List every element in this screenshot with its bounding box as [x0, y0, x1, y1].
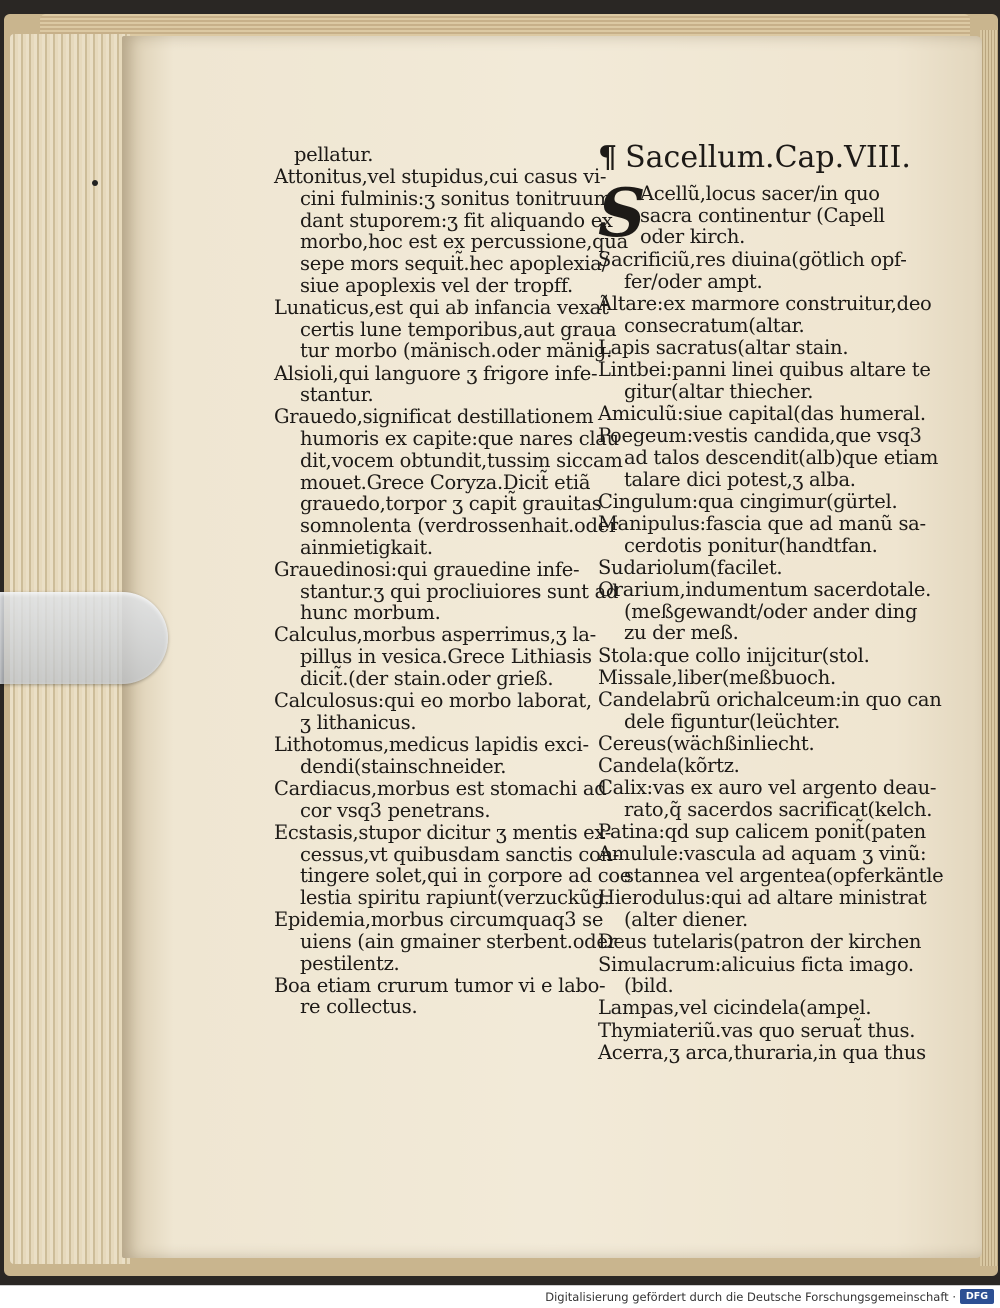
text-line: stantur.ʒ qui procliuiores sunt ad [300, 579, 619, 603]
text-line: (meßgewandt/oder ander ding [624, 599, 918, 623]
dictionary-entry [598, 249, 943, 292]
text-line: oder kirch. [640, 225, 746, 249]
text-line: dit,vocem obtundit,tussim siccam [300, 448, 623, 472]
text-line: Manipulus:fascia que ad manũ sa- [598, 511, 926, 535]
text-line: talare dici potest,ʒ alba. [624, 467, 856, 491]
text-line: ad talos descendit(alb)que etiam [624, 445, 939, 469]
text-line: Poegeum:vestis candida,que vsq3 [598, 424, 922, 448]
dictionary-entry [598, 579, 943, 644]
book-right-edge [980, 30, 998, 1266]
text-line: (bild. [624, 974, 674, 998]
text-line: cessus,vt quibusdam sanctis con- [300, 842, 620, 866]
text-line: stantur. [300, 383, 374, 407]
text-line: siue apoplexis vel der tropff. [300, 273, 573, 297]
dictionary-entry [274, 144, 631, 166]
dictionary-entry [274, 166, 631, 296]
margin-mark [92, 180, 98, 186]
dictionary-entry [274, 690, 631, 733]
text-line: sepe mors sequit̃.hec apoplexia/ [300, 252, 608, 276]
text-line: Patina:qd sup calicem ponit̃(paten [598, 820, 926, 844]
dictionary-entry [598, 557, 943, 579]
text-line: Ecstasis,stupor dicitur ʒ mentis ex- [274, 820, 612, 844]
dictionary-entry [598, 843, 943, 886]
text-line: rato,q̃ sacerdos sacrificat(kelch. [624, 798, 933, 822]
dictionary-entry [598, 667, 943, 689]
text-line: Boa etiam crurum tumor vi e labo- [274, 973, 606, 997]
text-line: pestilentz. [300, 951, 400, 975]
dictionary-entry [598, 359, 943, 402]
right-column-text [598, 141, 943, 1064]
dictionary-entry [598, 425, 943, 490]
dictionary-entry [598, 931, 943, 953]
text-line: pillus in vesica.Grece Lithiasis [300, 645, 592, 669]
text-line: lestia spiritu rapiunt̃(verzuckũg. [300, 885, 610, 909]
text-line: fer/oder ampt. [624, 269, 763, 293]
text-line: Hierodulus:qui ad altare ministrat [598, 886, 927, 910]
dictionary-entry [598, 293, 943, 336]
dictionary-entry [598, 645, 943, 667]
text-line: consecratum(altar. [624, 313, 805, 337]
left-column-text [274, 144, 631, 1019]
text-line: re collectus. [300, 995, 418, 1019]
text-line: Simulacrum:alicuius ficta imago. [598, 952, 914, 976]
dictionary-entry [598, 1042, 943, 1064]
text-line: Alsioli,qui languore ʒ frigore infe- [274, 361, 598, 385]
text-line: Amiculũ:siue capital(das humeral. [598, 401, 926, 425]
text-line: Calculus,morbus asperrimus,ʒ la- [274, 623, 596, 647]
text-line: Altare:ex marmore construitur,deo [598, 291, 932, 315]
text-line: Lithotomus,medicus lapidis exci- [274, 732, 589, 756]
text-line: Calix:vas ex auro vel argento deau- [598, 776, 937, 800]
dictionary-entry [274, 778, 631, 821]
text-line: Attonitus,vel stupidus,cui casus vi- [274, 165, 607, 189]
text-line: Missale,liber(meßbuoch. [598, 665, 836, 689]
text-line: certis lune temporibus,aut graua [300, 317, 617, 341]
text-line: hunc morbum. [300, 601, 441, 625]
dictionary-entry [598, 1020, 943, 1042]
dictionary-entry [274, 909, 631, 974]
text-line: gitur(altar thiecher. [624, 379, 814, 403]
right-entries [598, 249, 943, 1064]
text-line: Stola:que collo inijcitur(stol. [598, 643, 870, 667]
dictionary-entry [598, 491, 943, 513]
dictionary-entry [274, 297, 631, 362]
text-line: sacra continentur (Capell [640, 203, 885, 227]
pilcrow-mark: ¶ [598, 140, 618, 175]
dictionary-entry [598, 887, 943, 930]
dictionary-entry [598, 755, 943, 777]
dictionary-entry [598, 689, 943, 732]
text-line: zu der meß. [624, 621, 739, 645]
text-line: Candela(kõrtz. [598, 754, 740, 778]
dictionary-entry [274, 406, 631, 558]
dropcap-letter: S [598, 174, 646, 252]
chapter-title: Sacellum.Cap.VIII. [625, 140, 911, 175]
text-line: Sacrificiũ,res diuina(götlich opf- [598, 248, 907, 271]
dictionary-entry [598, 337, 943, 359]
book-top-edge [40, 14, 970, 38]
text-line: stannea vel argentea(opferkäntle [624, 864, 944, 888]
text-line: dendi(stainschneider. [300, 754, 507, 778]
text-line: Grauedinosi:qui grauedine infe- [274, 557, 580, 581]
text-line: Lapis sacratus(altar stain. [598, 335, 849, 359]
text-line: cor vsq3 penetrans. [300, 798, 491, 822]
text-line: Acerra,ʒ arca,thuraria,in qua thus [598, 1040, 926, 1064]
text-line: Cereus(wächßinliecht. [598, 731, 815, 755]
text-line: ʒ lithanicus. [300, 710, 417, 734]
text-line: Lunaticus,est qui ab infancia vexat̃ [274, 295, 609, 319]
text-line: pellatur. [294, 143, 374, 166]
text-line: somnolenta (verdrossenhait.oder [300, 513, 618, 537]
dictionary-entry [274, 822, 631, 909]
dictionary-entry [598, 777, 943, 820]
text-line: morbo,hoc est ex percussione,quã [300, 230, 628, 254]
dictionary-entry [598, 513, 943, 556]
text-line: Cardiacus,morbus est stomachi ad [274, 776, 607, 800]
text-line: Orarium,indumentum sacerdotale. [598, 578, 932, 602]
dictionary-entry [598, 733, 943, 755]
text-line: Acellũ,locus sacer/in quo [640, 182, 880, 205]
dictionary-entry [274, 559, 631, 624]
text-line: Amulule:vascula ad aquam ʒ vinũ: [598, 842, 927, 866]
plastic-page-clip [0, 592, 168, 684]
dictionary-entry [598, 997, 943, 1019]
dropcap-paragraph [598, 174, 943, 252]
text-line: tur morbo (mänisch.oder mänig. [300, 339, 612, 363]
text-line: uiens (ain gmainer sterbent.oder [300, 929, 617, 953]
dfg-logo: DFG [960, 1289, 994, 1304]
text-line: humoris ex capite:que nares clau [300, 427, 619, 451]
dictionary-entry [274, 975, 631, 1018]
dictionary-entry [598, 403, 943, 425]
text-line: ainmietigkait. [300, 535, 433, 559]
text-line: Cingulum:qua cingimur(gürtel. [598, 489, 898, 513]
text-line: Epidemia,morbus circumquaq3 se [274, 908, 604, 932]
dictionary-entry [274, 734, 631, 777]
text-line: Lintbei:panni linei quibus altare te [598, 358, 931, 382]
text-line: cini fulminis:ʒ sonitus tonitruum [300, 186, 612, 210]
text-line: dicit̃.(der stain.oder grieß. [300, 666, 554, 690]
text-line: dele figuntur(leüchter. [624, 709, 841, 733]
text-line: cerdotis ponitur(handtfan. [624, 533, 878, 557]
footer-bar [0, 1285, 1000, 1308]
text-line: mouet.Grece Coryza.Dicit̃ etiã [300, 470, 591, 494]
text-line: Deus tutelaris(patron der kirchen [598, 930, 922, 954]
funding-notice: Digitalisierung gefördert durch die Deutsche Forschungsgemeinschaft · [545, 1290, 956, 1304]
text-line: (alter diener. [624, 908, 748, 932]
text-line: Grauedo,significat destillationem [274, 405, 594, 429]
text-line: Lampas,vel cicindela(ampel. [598, 996, 872, 1020]
dictionary-entry [274, 363, 631, 406]
text-line: grauedo,torpor ʒ capit̃ grauitas [300, 492, 602, 516]
text-line: Candelabrũ orichalceum:in quo can [598, 688, 942, 712]
text-line: Calculosus:qui eo morbo laborat, [274, 689, 592, 713]
dictionary-entry [598, 821, 943, 843]
text-line: Thymiateriũ.vas quo seruat̃ thus. [598, 1018, 916, 1042]
dictionary-entry [274, 624, 631, 689]
text-line: tingere solet,qui in corpore ad coe [300, 864, 632, 888]
text-line: dant stuporem:ʒ fit aliquando ex [300, 208, 613, 232]
dictionary-entry [598, 954, 943, 997]
chapter-heading [598, 141, 943, 175]
text-line: Sudariolum(facilet. [598, 555, 783, 579]
